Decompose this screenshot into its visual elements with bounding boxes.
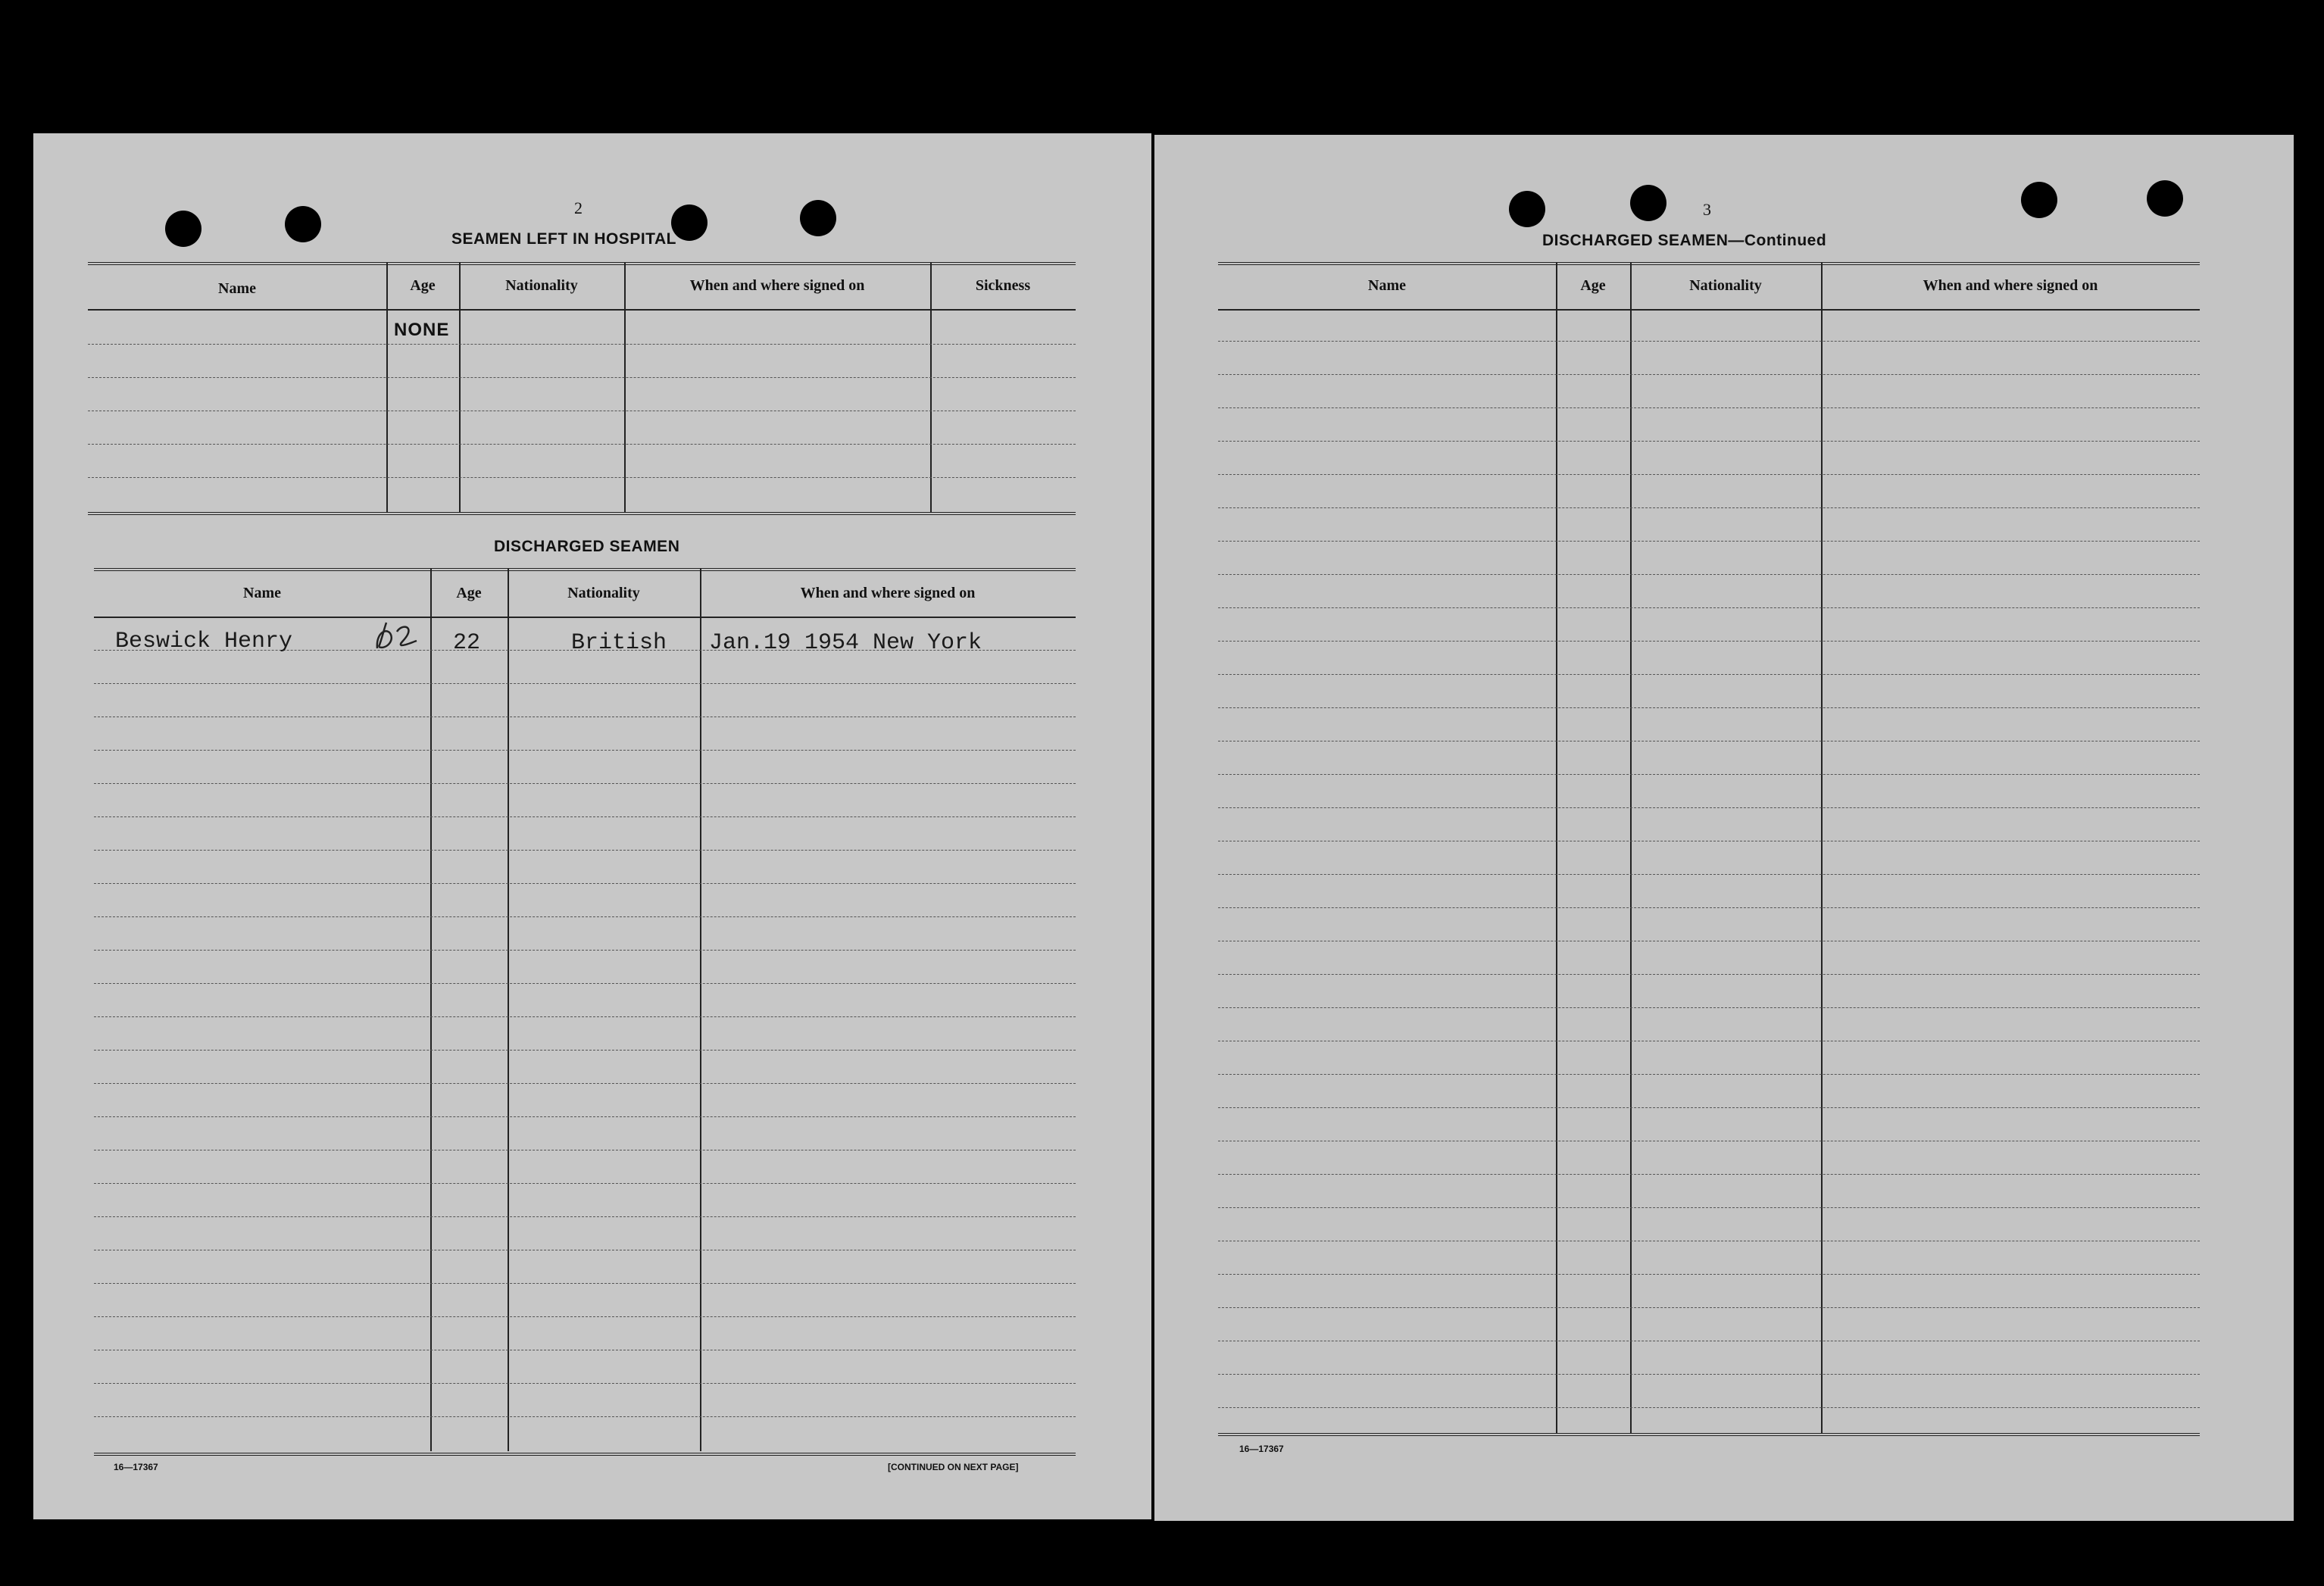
form-number: 16—17367 (114, 1462, 158, 1472)
punch-hole (1630, 185, 1666, 221)
ruled-row-line (1218, 1107, 2200, 1108)
ruled-row-line (1218, 474, 2200, 475)
column-header-name: Name (243, 585, 281, 601)
ruled-row-line (1218, 641, 2200, 642)
ruled-row-line (1218, 1407, 2200, 1408)
ruled-row-line (94, 1083, 1076, 1084)
section-title-suffix: —Continued (1728, 232, 1827, 249)
ruled-row-line (94, 683, 1076, 684)
ruled-row-line (1218, 541, 2200, 542)
ruled-row-line (94, 1016, 1076, 1017)
column-header-name: Name (218, 280, 256, 297)
ruled-row-line (1218, 707, 2200, 708)
ruled-row-line (1218, 807, 2200, 808)
ruled-row-line (1218, 507, 2200, 508)
ruled-row-line (1218, 874, 2200, 875)
ruled-row-line (94, 1416, 1076, 1417)
discharged-section-title: DISCHARGED SEAMEN (494, 538, 680, 555)
seaman-nationality: British (571, 630, 667, 656)
seaman-signed-on: Jan.19 1954 New York (709, 630, 982, 656)
ruled-row-line (1218, 674, 2200, 675)
ruled-row-line (1218, 1374, 2200, 1375)
page-number: 2 (574, 198, 583, 217)
punch-hole (165, 211, 201, 247)
column-header-age: Age (410, 277, 436, 294)
punch-hole (2147, 180, 2183, 217)
none-stamp: NONE (394, 320, 450, 340)
page-number: 3 (1703, 200, 1711, 219)
discharged-continued-table (1218, 262, 2200, 1444)
ruled-row-line (94, 916, 1076, 917)
column-header-signed-on: When and where signed on (800, 585, 976, 601)
punch-hole (1509, 191, 1545, 227)
ruled-row-line (1218, 441, 2200, 442)
ruled-row-line (1218, 374, 2200, 375)
section-title-main: DISCHARGED SEAMEN (1542, 232, 1729, 249)
column-header-name: Name (1368, 277, 1406, 294)
ruled-row-line (94, 1216, 1076, 1217)
ruled-row-line (1218, 407, 2200, 408)
ruled-row-line (1218, 1174, 2200, 1175)
ruled-row-line (94, 1283, 1076, 1284)
ruled-row-line (94, 1050, 1076, 1051)
column-header-sickness: Sickness (975, 277, 1031, 294)
ruled-row-line (1218, 607, 2200, 608)
ruled-row-line (94, 850, 1076, 851)
continued-note: [CONTINUED ON NEXT PAGE] (888, 1462, 1019, 1472)
ruled-row-line (94, 983, 1076, 984)
ruled-row-line (94, 783, 1076, 784)
ruled-row-line (1218, 907, 2200, 908)
handwritten-initials (371, 617, 424, 654)
hospital-section-title: SEAMEN LEFT IN HOSPITAL (451, 230, 676, 248)
column-header-signed-on: When and where signed on (1923, 277, 2098, 294)
ruled-row-line (94, 1116, 1076, 1117)
column-header-nationality: Nationality (1689, 277, 1762, 294)
ruled-row-line (1218, 1307, 2200, 1308)
ruled-row-line (1218, 1074, 2200, 1075)
column-header-age: Age (1580, 277, 1606, 294)
ruled-row-line (94, 816, 1076, 817)
discharged-table (94, 568, 1076, 1459)
column-header-nationality: Nationality (505, 277, 578, 294)
seaman-name: Beswick Henry (115, 629, 293, 654)
punch-hole (671, 204, 708, 241)
ruled-row-line (1218, 774, 2200, 775)
ruled-row-line (1218, 341, 2200, 342)
column-header-nationality: Nationality (567, 585, 640, 601)
ruled-row-line (94, 1316, 1076, 1317)
ruled-row-line (94, 1183, 1076, 1184)
ruled-row-line (94, 750, 1076, 751)
ruled-row-line (1218, 1274, 2200, 1275)
right-page (1154, 135, 2294, 1521)
seaman-age: 22 (453, 630, 481, 656)
left-page (33, 133, 1151, 1519)
ruled-row-line (1218, 974, 2200, 975)
punch-hole (2021, 182, 2057, 218)
ruled-row-line (1218, 1007, 2200, 1008)
ruled-row-line (94, 950, 1076, 951)
ruled-row-line (94, 883, 1076, 884)
hospital-table (88, 262, 1076, 517)
ruled-row-line (94, 1383, 1076, 1384)
ruled-row-line (1218, 1207, 2200, 1208)
column-header-age: Age (456, 585, 482, 601)
punch-hole (285, 206, 321, 242)
form-number: 16—17367 (1239, 1444, 1284, 1454)
discharged-continued-title (1542, 232, 1826, 250)
column-header-signed-on: When and where signed on (689, 277, 865, 294)
ruled-row-line (1218, 574, 2200, 575)
punch-hole (800, 200, 836, 236)
